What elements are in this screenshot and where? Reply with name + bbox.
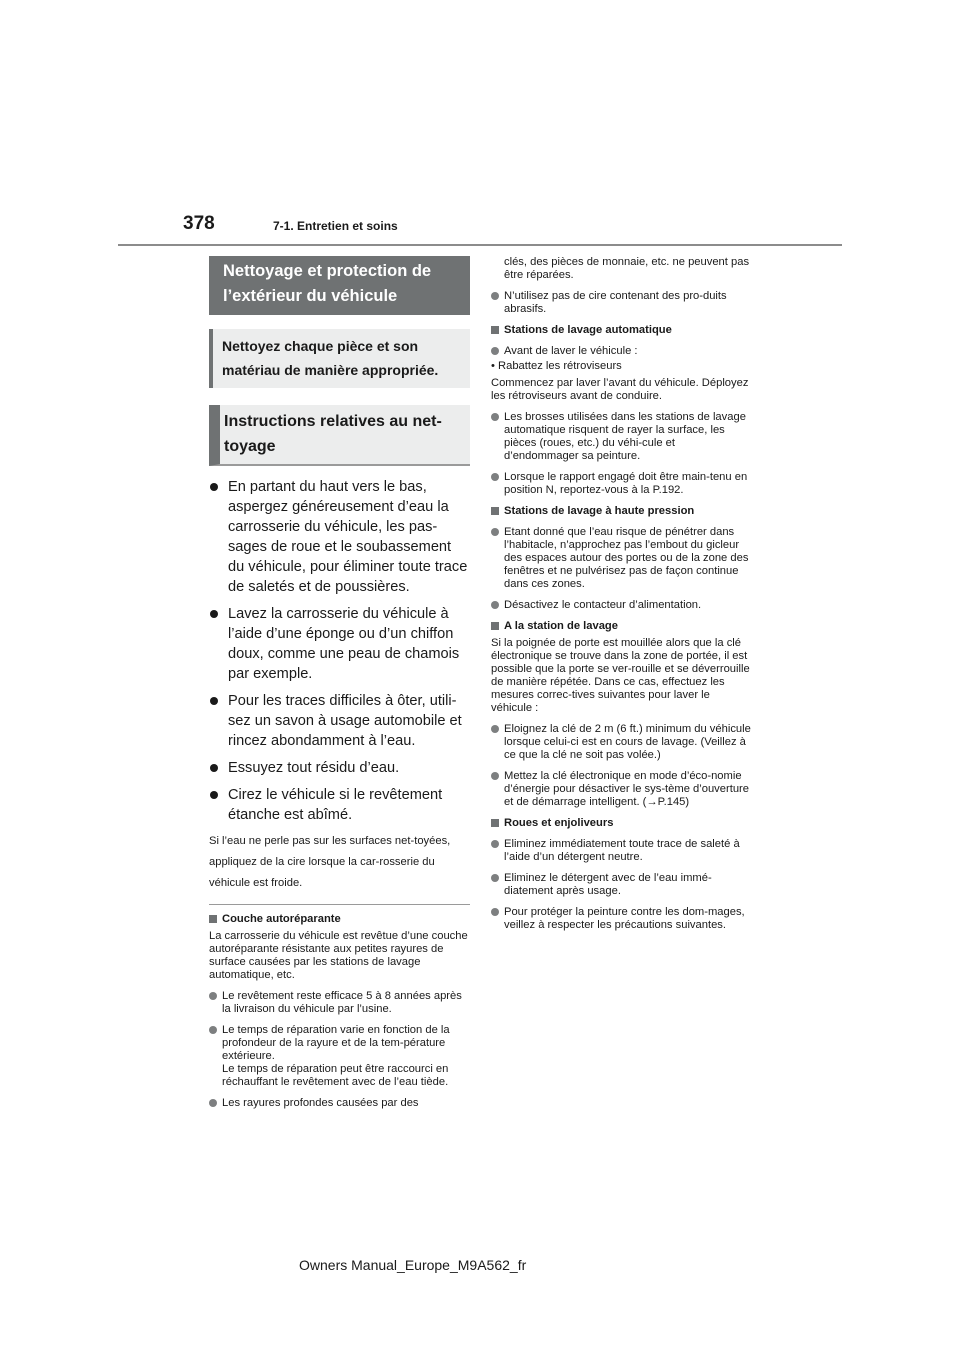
list-item: Pour les traces difficiles à ôter, utili-sez un savon à usage automobile et rincez abondamment à l’eau. [209,691,470,751]
bullet-icon [491,601,499,609]
bullet-icon [209,1026,217,1034]
wash-station-text: Si la poignée de porte est mouillée alors que la clé électronique se trouve dans la zone de portée, il est possible que la porte se ver-rouille et se déverrouille de manière répétée. Dans ce cas, effectuez les mesures correc-tives suivantes pour laver le véhicule : [491,637,750,714]
instructions-heading: Instructions relatives au net-toyage [209,405,470,466]
list-item: Pour protéger la peinture contre les dom-mages, veillez à respecter les précautions suivantes. [491,906,751,932]
list-item: Etant donné que l’eau risque de pénétrer dans l’habitacle, n’approchez pas l’embout du gicleur des espaces autour des portes ou de la zone des fenêtres et ne pulvérisez pas de façon continue dans ces zones. [491,526,751,591]
coating-text: La carrosserie du véhicule est revêtue d’une couche autoréparante résistante aux petites rayures de surface causées par les stations de lavage automatique, etc. [209,930,468,981]
square-bullet-icon [491,326,499,334]
list-item: Cirez le véhicule si le revêtement étanche est abîmé. [209,785,470,825]
bullet-icon [210,791,218,799]
section-title: 7-1. Entretien et soins [273,219,398,233]
list-item: Les brosses utilisées dans les stations de lavage automatique risquent de rayer la surface, les pièces (roues, etc.) du véhi-cule et d’endommager sa peinture. [491,411,751,463]
auto-wash-text: Commencez par laver l’avant du véhicule. Déployez les rétroviseurs avant de conduire. [491,377,749,402]
page-number: 378 [183,213,215,234]
bullet-icon [491,874,499,882]
continued-text: clés, des pièces de monnaie, etc. ne peuvent pas être réparées. [504,256,750,281]
list-item: Le temps de réparation varie en fonction de la profondeur de la rayure et de la tem-pérature extérieure. Le temps de réparation peut être raccourci en réchauffant le revêtement avec de l’eau tiède. [209,1024,470,1089]
bullet-icon [209,1099,217,1107]
chapter-title-box: Nettoyage et protection de l’extérieur du véhicule [209,256,470,315]
bullet-icon [210,764,218,772]
list-item: N’utilisez pas de cire contenant des pro-duits abrasifs. [491,290,751,316]
bullet-icon [491,292,499,300]
subheading-high-pressure: Stations de lavage à haute pression [491,504,751,518]
list-item: Eliminez le détergent avec de l’eau immé-diatement après usage. [491,872,751,898]
footer-label: Owners Manual_Europe_M9A562_fr [299,1257,527,1273]
bullet-icon [491,772,499,780]
list-item: Le revêtement reste efficace 5 à 8 années après la livraison du véhicule par l’usine. [209,990,470,1016]
list-item: Eliminez immédiatement toute trace de saleté à l’aide d’un détergent neutre. [491,838,751,864]
subheading-coating: Couche autoréparante [209,912,470,926]
header-rule [118,244,842,246]
subheading-wheels: Roues et enjoliveurs [491,816,751,830]
list-item: En partant du haut vers le bas, aspergez généreusement d’eau la carrosserie du véhicule, les pas-sages de roue et le soubassement du véhicule, pour éliminer toute trace de saletés et de poussières. [209,477,470,597]
square-bullet-icon [491,622,499,630]
right-column [491,256,751,932]
bullet-icon [491,413,499,421]
list-item: Lavez la carrosserie du véhicule à l’aide d’une éponge ou d’un chiffon doux, comme une peau de chamois par exemple. [209,604,470,684]
bullet-icon [491,473,499,481]
subheading-wash-station: A la station de lavage [491,619,751,633]
list-item: Désactivez le contacteur d’alimentation. [491,599,751,612]
left-column [209,256,470,1110]
list-item: Avant de laver le véhicule : [491,345,751,358]
bullet-icon [491,840,499,848]
bullet-icon [210,610,218,618]
section-divider [209,904,470,905]
bullet-icon [209,992,217,1000]
list-item: Eloignez la clé de 2 m (6 ft.) minimum du véhicule lorsque celui-ci est en cours de lavage. (Veillez à ce que la clé ne soit pas volée.) [491,723,751,762]
bullet-icon [491,347,499,355]
cleaning-steps-list [209,477,470,825]
square-bullet-icon [491,507,499,515]
list-item: Essuyez tout résidu d’eau. [209,758,470,778]
list-item: Lorsque le rapport engagé doit être main-tenu en position N, reportez-vous à la P.192. [491,471,751,497]
bullet-icon [210,697,218,705]
sub-list-item: • Rabattez les rétroviseurs [491,360,622,372]
bullet-icon [491,528,499,536]
subheading-auto-wash: Stations de lavage automatique [491,323,751,337]
intro-box: Nettoyez chaque pièce et son matériau de manière appropriée. [209,329,470,388]
bullet-icon [210,483,218,491]
bullet-icon [491,725,499,733]
list-item: Mettez la clé électronique en mode d’éco-nomie d’énergie pour désactiver le sys-tème d’ouverture et de démarrage intelligent. (→P.145) [491,770,751,809]
square-bullet-icon [491,819,499,827]
bullet-icon [491,908,499,916]
list-item: Les rayures profondes causées par des [209,1097,470,1110]
wax-note: Si l’eau ne perle pas sur les surfaces net-toyées, appliquez de la cire lorsque la car-rosserie du véhicule est froide. [209,835,451,889]
square-bullet-icon [209,915,217,923]
